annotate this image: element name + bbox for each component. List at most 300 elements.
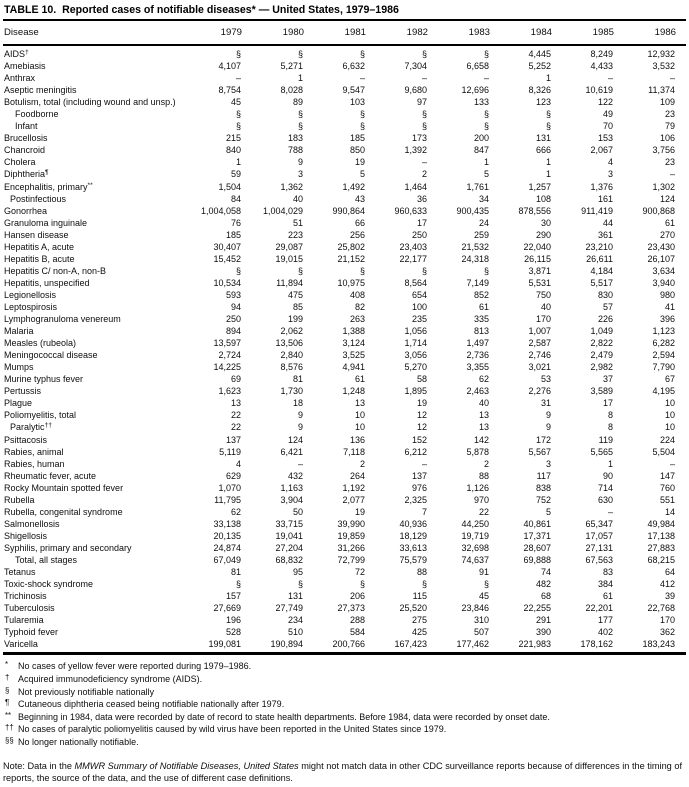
value-cell: – <box>421 458 427 469</box>
value-cell: 17 <box>416 217 427 228</box>
value-cell: 3,355 <box>466 362 489 373</box>
value-cell: 23,430 <box>647 241 675 252</box>
value-cell: 68 <box>540 591 551 602</box>
value-cell: 4,184 <box>590 265 613 276</box>
table-row <box>3 506 686 518</box>
value-cell: 11,374 <box>648 85 675 96</box>
disease-name-cell: Syphilis, primary and secondary <box>4 542 132 553</box>
disease-name-cell: Rubella <box>4 494 35 505</box>
value-cell: 74,637 <box>461 554 489 565</box>
disease-name-cell: Meningococcal disease <box>4 350 98 361</box>
value-cell: 8,028 <box>280 85 303 96</box>
value-cell: 109 <box>659 97 675 108</box>
value-cell: 1,714 <box>404 338 427 349</box>
value-cell: 2,594 <box>652 350 675 361</box>
table-row <box>3 205 686 217</box>
footnote-text: No cases of paralytic poliomyelitis caused by wild virus have been reported in the United States since 1979. <box>18 724 447 735</box>
value-cell: 153 <box>597 133 613 144</box>
table-row <box>3 84 686 96</box>
value-cell: 27,373 <box>337 603 365 614</box>
disease-name-cell: Hepatitis B, acute <box>4 253 75 264</box>
table-row <box>3 542 686 554</box>
disease-name-cell: Postinfectious <box>10 193 67 204</box>
table-row <box>3 590 686 602</box>
value-cell: 40 <box>292 193 303 204</box>
value-cell: 630 <box>597 494 613 505</box>
year-column-header: 1979 <box>220 27 242 38</box>
value-cell: 12,696 <box>461 85 489 96</box>
value-cell: 95 <box>292 567 303 578</box>
value-cell: 2,840 <box>280 350 303 361</box>
value-cell: 161 <box>597 193 613 204</box>
value-cell: 89 <box>292 97 303 108</box>
table-row <box>3 446 686 458</box>
value-cell: 911,419 <box>581 205 613 216</box>
year-column-header: 1983 <box>468 27 490 38</box>
value-cell: 5,517 <box>590 277 613 288</box>
table-row <box>3 470 686 482</box>
value-cell: 173 <box>411 133 427 144</box>
value-cell: 4 <box>607 157 613 168</box>
value-cell: 234 <box>287 615 303 626</box>
value-cell: 259 <box>473 229 489 240</box>
value-cell: 44 <box>602 217 613 228</box>
footnote <box>3 698 686 711</box>
value-cell: 5,252 <box>528 61 551 72</box>
value-cell: 10,534 <box>213 277 241 288</box>
table-row <box>3 397 686 409</box>
value-cell: 106 <box>659 133 675 144</box>
table-row <box>3 409 686 421</box>
value-cell: 22 <box>230 422 241 433</box>
value-cell: 11,795 <box>214 494 241 505</box>
value-cell: 124 <box>287 434 303 445</box>
footnote <box>3 711 686 724</box>
value-cell: 61 <box>602 591 613 602</box>
footnote <box>3 686 686 699</box>
value-cell: 1,623 <box>218 386 241 397</box>
disease-name-cell: Leptospirosis <box>4 301 58 312</box>
table-row <box>3 518 686 530</box>
disease-name-cell: Paralytic†† <box>10 422 53 433</box>
value-cell: 24 <box>478 217 489 228</box>
value-cell: 9 <box>545 410 551 421</box>
value-cell: 39 <box>664 591 675 602</box>
value-cell: 177,462 <box>456 639 489 650</box>
value-cell: 250 <box>225 314 241 325</box>
disease-name-cell: Brucellosis <box>4 133 48 144</box>
value-cell: 2 <box>483 458 489 469</box>
disease-name-cell: Legionellosis <box>4 289 57 300</box>
value-cell: 196 <box>225 615 241 626</box>
value-cell: 53 <box>540 374 551 385</box>
value-cell: 5,565 <box>590 446 613 457</box>
value-cell: 3 <box>297 169 303 180</box>
year-column-header: 1982 <box>406 27 428 38</box>
value-cell: 19,015 <box>275 253 303 264</box>
value-cell: 23 <box>664 109 675 120</box>
value-cell: 3,525 <box>342 350 365 361</box>
value-cell: 507 <box>473 627 489 638</box>
value-cell: 23,210 <box>585 241 613 252</box>
value-cell: 593 <box>225 289 241 300</box>
value-cell: 1,362 <box>280 181 303 192</box>
disease-name-cell: Hansen disease <box>4 229 69 240</box>
value-cell: 13 <box>478 410 489 421</box>
table-row <box>3 48 686 60</box>
value-cell: 13 <box>478 422 489 433</box>
table-row <box>3 494 686 506</box>
value-cell: 894 <box>225 326 241 337</box>
table-row <box>3 253 686 265</box>
disease-name-cell: Shigellosis <box>4 530 48 541</box>
value-cell: 67,049 <box>213 554 241 565</box>
value-cell: 528 <box>225 627 241 638</box>
value-cell: § <box>297 109 303 120</box>
value-cell: 9 <box>297 410 303 421</box>
value-cell: 21,532 <box>461 241 489 252</box>
table-row <box>3 458 686 470</box>
value-cell: 33,138 <box>213 518 241 529</box>
value-cell: § <box>359 109 365 120</box>
table-row <box>3 638 686 650</box>
table-row <box>3 96 686 108</box>
table-title: TABLE 10. Reported cases of notifiable diseases* — United States, 1979–1986 <box>4 4 399 16</box>
value-cell: 147 <box>659 470 675 481</box>
value-cell: – <box>297 458 303 469</box>
value-cell: 119 <box>598 434 613 445</box>
value-cell: – <box>669 73 675 84</box>
disease-name-cell: Gonorrhea <box>4 205 48 216</box>
value-cell: 1 <box>545 169 551 180</box>
value-cell: 50 <box>292 506 303 517</box>
value-cell: § <box>483 265 489 276</box>
value-cell: – <box>421 73 427 84</box>
note-text <box>3 760 686 785</box>
value-cell: 8,754 <box>218 85 241 96</box>
value-cell: 115 <box>412 591 427 602</box>
value-cell: 980 <box>659 289 675 300</box>
value-cell: 3 <box>545 458 551 469</box>
value-cell: 4,445 <box>528 49 551 59</box>
table-row <box>3 554 686 566</box>
value-cell: 361 <box>597 229 613 240</box>
value-cell: 7,149 <box>466 277 489 288</box>
footnote-marker: ¶ <box>45 169 49 177</box>
disease-name-cell: Tularemia <box>4 615 44 626</box>
value-cell: 990,864 <box>332 205 365 216</box>
value-cell: § <box>297 579 303 590</box>
value-cell: 1,504 <box>218 181 241 192</box>
value-cell: 362 <box>659 627 675 638</box>
value-cell: 1 <box>545 73 551 84</box>
value-cell: 1,004,058 <box>200 205 241 216</box>
value-cell: 5,504 <box>652 446 675 457</box>
value-cell: 84 <box>230 193 241 204</box>
value-cell: 21,152 <box>337 253 365 264</box>
value-cell: 900,435 <box>456 205 489 216</box>
value-cell: 5,878 <box>466 446 489 457</box>
value-cell: § <box>359 121 365 132</box>
table-row <box>3 229 686 241</box>
value-cell: 6,421 <box>280 446 303 457</box>
value-cell: 1,730 <box>280 386 303 397</box>
value-cell: 170 <box>535 314 551 325</box>
value-cell: 408 <box>349 289 365 300</box>
value-cell: § <box>359 49 365 59</box>
value-cell: 13 <box>354 398 365 409</box>
table-row <box>3 277 686 289</box>
value-cell: 9 <box>297 422 303 433</box>
value-cell: 68,832 <box>275 554 303 565</box>
value-cell: 2,736 <box>466 350 489 361</box>
value-cell: 4,195 <box>652 386 675 397</box>
value-cell: 10,619 <box>585 85 613 96</box>
value-cell: 40,861 <box>523 518 551 529</box>
value-cell: 12 <box>416 410 427 421</box>
value-cell: 840 <box>225 145 241 156</box>
footnote-text: No longer nationally notifiable. <box>18 736 139 747</box>
disease-name-cell: Malaria <box>4 326 34 337</box>
value-cell: 25,802 <box>337 241 365 252</box>
value-cell: § <box>545 109 551 120</box>
value-cell: 2,587 <box>528 338 551 349</box>
value-cell: 5,531 <box>528 277 551 288</box>
value-cell: 1,388 <box>342 326 365 337</box>
value-cell: 49,984 <box>647 518 675 529</box>
table-row <box>3 385 686 397</box>
value-cell: 69 <box>230 374 241 385</box>
disease-name-cell: Diphtheria¶ <box>4 169 49 180</box>
value-cell: § <box>421 121 427 132</box>
value-cell: 2,746 <box>528 350 551 361</box>
disease-name-cell: Botulism, total (including wound and unsp.) <box>4 97 176 108</box>
disease-name-cell: Anthrax <box>4 73 36 84</box>
value-cell: 36 <box>416 193 427 204</box>
value-cell: § <box>483 109 489 120</box>
table-row <box>3 578 686 590</box>
value-cell: 185 <box>225 229 241 240</box>
value-cell: 5 <box>483 169 489 180</box>
value-cell: 264 <box>349 470 365 481</box>
value-cell: 131 <box>535 133 551 144</box>
disease-name-cell: Foodborne <box>15 109 59 120</box>
footnote-marker: † <box>5 672 10 682</box>
value-cell: 13,506 <box>275 338 303 349</box>
value-cell: 6,658 <box>466 61 489 72</box>
value-cell: 44,250 <box>461 518 489 529</box>
value-cell: 19,859 <box>337 530 365 541</box>
value-cell: 1,056 <box>404 326 427 337</box>
note-suffix: might not match data in other CDC surveillance reports because of differences in the timing of reports, the source of the data, and the use of different case definitions. <box>3 760 683 784</box>
value-cell: § <box>483 579 489 590</box>
value-cell: 70 <box>602 121 613 132</box>
value-cell: 183,243 <box>642 639 675 650</box>
year-column-header: 1981 <box>344 27 366 38</box>
value-cell: 4,941 <box>342 362 365 373</box>
value-cell: 8,576 <box>280 362 303 373</box>
footnote-marker: § <box>5 685 10 695</box>
value-cell: 37 <box>602 374 613 385</box>
value-cell: 3,756 <box>652 145 675 156</box>
disease-name-cell: Mumps <box>4 362 34 373</box>
value-cell: 81 <box>230 567 241 578</box>
value-cell: 288 <box>349 615 365 626</box>
disease-name-cell: Rheumatic fever, acute <box>4 470 97 481</box>
disease-name-cell: Cholera <box>4 157 36 168</box>
footnote-marker: ** <box>5 710 12 720</box>
value-cell: 215 <box>225 133 241 144</box>
value-cell: 10 <box>664 398 675 409</box>
value-cell: 22,177 <box>399 253 427 264</box>
year-column-header: 1980 <box>282 27 304 38</box>
value-cell: 2,325 <box>404 494 427 505</box>
table-row <box>3 301 686 313</box>
value-cell: 1 <box>607 458 613 469</box>
disease-name-cell: Hepatitis A, acute <box>4 241 75 252</box>
value-cell: 10 <box>354 410 365 421</box>
value-cell: 40,936 <box>399 518 427 529</box>
table-row <box>3 120 686 132</box>
value-cell: 900,868 <box>642 205 675 216</box>
table-row <box>3 325 686 337</box>
value-cell: 1,123 <box>652 326 675 337</box>
value-cell: 24,874 <box>213 542 241 553</box>
value-cell: 3,056 <box>404 350 427 361</box>
value-cell: 8 <box>607 422 613 433</box>
value-cell: 103 <box>349 97 365 108</box>
value-cell: § <box>235 265 241 276</box>
value-cell: 183 <box>287 133 303 144</box>
value-cell: 27,883 <box>647 542 675 553</box>
value-cell: 838 <box>535 482 551 493</box>
value-cell: 2,067 <box>590 145 613 156</box>
value-cell: 9,680 <box>404 85 427 96</box>
disease-name-cell: Rocky Mountain spotted fever <box>4 482 124 493</box>
value-cell: 2 <box>359 458 365 469</box>
value-cell: 1,248 <box>342 386 365 397</box>
value-cell: 1,070 <box>218 482 241 493</box>
value-cell: 10 <box>664 422 675 433</box>
value-cell: 2,077 <box>342 494 365 505</box>
value-cell: 275 <box>411 615 427 626</box>
value-cell: 23 <box>664 157 675 168</box>
value-cell: 30,407 <box>213 241 241 252</box>
footnote <box>3 723 686 736</box>
value-cell: 27,204 <box>275 542 303 553</box>
footnote-text: Cutaneous diphtheria ceased being notifiable nationally after 1979. <box>18 699 285 710</box>
value-cell: 3,124 <box>342 338 365 349</box>
value-cell: 666 <box>535 145 551 156</box>
value-cell: 402 <box>597 627 613 638</box>
table-row <box>3 349 686 361</box>
value-cell: – <box>359 73 365 84</box>
value-cell: 69,888 <box>523 554 551 565</box>
value-cell: 223 <box>287 229 303 240</box>
value-cell: 3,634 <box>652 265 675 276</box>
value-cell: 226 <box>597 314 613 325</box>
value-cell: 34 <box>478 193 489 204</box>
value-cell: 6,632 <box>342 61 365 72</box>
footnote-text: Not previously notifiable nationally <box>18 686 155 697</box>
value-cell: 39,990 <box>337 518 365 529</box>
value-cell: 850 <box>349 145 365 156</box>
disease-table-body <box>3 46 686 652</box>
value-cell: 61 <box>664 217 675 228</box>
value-cell: 813 <box>473 326 489 337</box>
value-cell: § <box>545 121 551 132</box>
note-italic: MMWR Summary of Notifiable Diseases, United States <box>74 760 299 771</box>
value-cell: 94 <box>230 301 241 312</box>
footnote-marker: §§ <box>5 735 14 745</box>
value-cell: 19 <box>354 506 365 517</box>
value-cell: 200,766 <box>332 639 365 650</box>
value-cell: § <box>421 265 427 276</box>
value-cell: 137 <box>225 434 241 445</box>
value-cell: 3,871 <box>528 265 551 276</box>
value-cell: § <box>359 579 365 590</box>
footnote-marker: † <box>25 49 29 56</box>
disease-name-cell: Salmonellosis <box>4 518 60 529</box>
value-cell: 5,119 <box>219 446 241 457</box>
value-cell: 40 <box>478 398 489 409</box>
disease-name-cell: Rubella, congenital syndrome <box>4 506 123 517</box>
disease-name-cell: Varicella <box>4 639 38 650</box>
table-row <box>3 373 686 385</box>
value-cell: 199,081 <box>208 639 241 650</box>
value-cell: 2,276 <box>528 386 551 397</box>
value-cell: 970 <box>473 494 489 505</box>
footnote <box>3 673 686 686</box>
value-cell: 31,266 <box>337 542 365 553</box>
footnote <box>3 660 686 673</box>
value-cell: 67,563 <box>585 554 613 565</box>
disease-name-cell: Measles (rubeola) <box>4 338 77 349</box>
disease-name-cell: Encephalitis, primary** <box>4 181 93 192</box>
note-prefix: Note: Data in the <box>3 760 75 771</box>
value-cell: 1,492 <box>342 181 365 192</box>
value-cell: 72,799 <box>337 554 365 565</box>
value-cell: 396 <box>659 314 675 325</box>
value-cell: 45 <box>230 97 241 108</box>
table-row <box>3 434 686 446</box>
value-cell: 65,347 <box>585 518 613 529</box>
value-cell: § <box>235 109 241 120</box>
footnote-marker: ** <box>87 181 93 189</box>
value-cell: 250 <box>411 229 427 240</box>
value-cell: – <box>669 458 675 469</box>
table-row <box>3 337 686 349</box>
value-cell: 18 <box>292 398 303 409</box>
disease-name-cell: Trichinosis <box>4 591 47 602</box>
value-cell: 22,040 <box>523 241 551 252</box>
value-cell: 57 <box>602 301 613 312</box>
value-cell: 1,257 <box>528 181 551 192</box>
value-cell: § <box>235 121 241 132</box>
value-cell: 17,138 <box>647 530 675 541</box>
table-row <box>3 566 686 578</box>
table-row <box>3 168 686 180</box>
value-cell: § <box>235 579 241 590</box>
value-cell: 27,131 <box>585 542 613 553</box>
value-cell: 1 <box>297 73 303 84</box>
value-cell: – <box>669 169 675 180</box>
value-cell: 4,107 <box>218 61 241 72</box>
value-cell: 9,547 <box>342 85 365 96</box>
value-cell: 3,589 <box>590 386 613 397</box>
disease-name-cell: Plague <box>4 398 33 409</box>
value-cell: 2,982 <box>590 362 613 373</box>
